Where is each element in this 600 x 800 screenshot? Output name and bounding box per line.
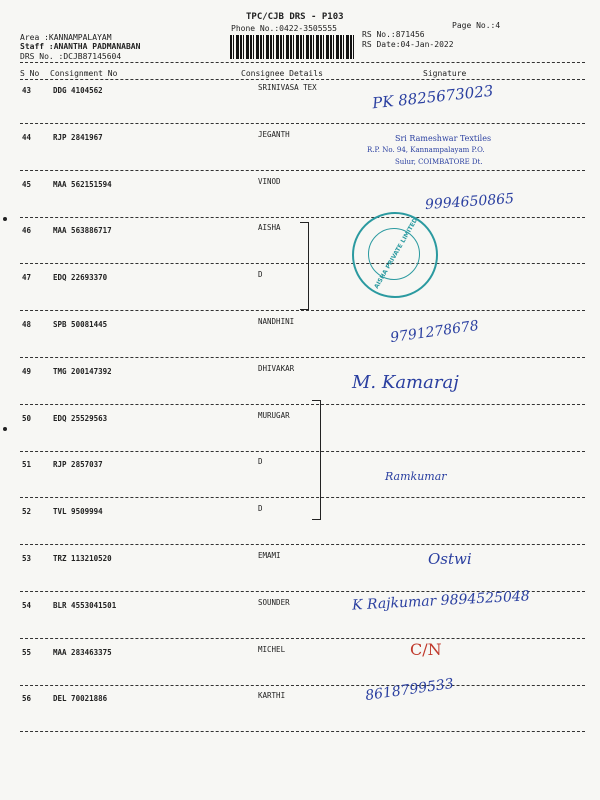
row-consignment-no: MAA 283463375 bbox=[53, 647, 112, 657]
header-divider bbox=[20, 62, 585, 63]
row-consignment-no: SPB 50081445 bbox=[53, 320, 108, 329]
signature-49: M. Kamaraj bbox=[352, 372, 459, 393]
row-consignee-name: SOUNDER bbox=[258, 597, 290, 607]
row-consignee-name: SRINIVASA TEX bbox=[258, 83, 317, 92]
signature-44-stamp-3: Sulur, COIMBATORE Dt. bbox=[395, 158, 483, 166]
stamp-text: AISHA PRIVATE LIMITED bbox=[373, 216, 420, 291]
row-sno: 44 bbox=[22, 132, 32, 142]
row-sno: 49 bbox=[22, 366, 32, 376]
barcode bbox=[230, 35, 356, 59]
row-sno: 43 bbox=[22, 86, 32, 95]
signature-54: K Rajkumar 9894525048 bbox=[351, 588, 531, 614]
signature-51: Ramkumar bbox=[385, 470, 447, 483]
group-bracket-46-47 bbox=[300, 222, 309, 310]
row-sno: 48 bbox=[22, 320, 32, 329]
row-divider bbox=[20, 170, 585, 171]
row-consignee-name: D bbox=[258, 457, 263, 467]
row-consignment-no: DDG 4104562 bbox=[53, 86, 103, 95]
signature-43: PK 8825673023 bbox=[371, 81, 495, 113]
row-sno: 45 bbox=[22, 179, 32, 189]
signature-44-stamp-1: Sri Rameshwar Textiles bbox=[395, 134, 492, 143]
rs-number: RS No.:871456 bbox=[362, 30, 425, 39]
row-consignment-no: MAA 562151594 bbox=[53, 179, 112, 189]
signature-48: 9791278678 bbox=[389, 317, 480, 347]
row-consignment-no: RJP 2857037 bbox=[53, 460, 103, 470]
row-divider bbox=[20, 217, 585, 218]
drs-title: TPC/CJB DRS - P103 bbox=[246, 12, 344, 22]
row-divider bbox=[20, 497, 585, 498]
row-divider bbox=[20, 123, 585, 124]
signature-56: 8618799533 bbox=[364, 675, 455, 705]
row-sno: 50 bbox=[22, 413, 32, 423]
row-consignee-name: MICHEL bbox=[258, 644, 286, 654]
row-consignee-name: KARTHI bbox=[258, 691, 286, 701]
staff-label: Staff :ANANTHA PADMANABAN bbox=[20, 42, 141, 51]
row-divider bbox=[20, 544, 585, 545]
col-consignee: Consignee Details bbox=[241, 69, 323, 78]
row-consignee-name: DHIVAKAR bbox=[258, 363, 295, 373]
row-divider bbox=[20, 731, 585, 732]
area-label: Area :KANNAMPALAYAM bbox=[20, 33, 112, 42]
row-divider bbox=[20, 310, 585, 311]
row-sno: 51 bbox=[22, 460, 32, 470]
row-divider bbox=[20, 638, 585, 639]
row-divider bbox=[20, 451, 585, 452]
row-consignee-name: D bbox=[258, 270, 263, 280]
signature-53: Ostwi bbox=[428, 550, 472, 568]
phone-number: Phone No.:0422-3505555 bbox=[231, 24, 337, 33]
col-sno: S No bbox=[20, 69, 40, 78]
row-sno: 52 bbox=[22, 507, 32, 517]
company-stamp bbox=[352, 212, 438, 298]
row-sno: 54 bbox=[22, 600, 32, 610]
row-consignment-no: TRZ 113210520 bbox=[53, 554, 112, 563]
row-sno: 53 bbox=[22, 554, 32, 563]
signature-45: 9994650865 bbox=[424, 190, 515, 214]
punch-hole bbox=[3, 427, 7, 431]
page-number: Page No.:4 bbox=[452, 21, 501, 30]
row-consignee-name: D bbox=[258, 504, 263, 514]
row-sno: 47 bbox=[22, 273, 32, 283]
row-sno: 56 bbox=[22, 694, 32, 704]
row-consignee-name: MURUGAR bbox=[258, 410, 290, 420]
row-divider bbox=[20, 357, 585, 358]
row-consignment-no: BLR 4553041501 bbox=[53, 600, 117, 610]
row-consignee-name: JEGANTH bbox=[258, 129, 290, 139]
column-divider bbox=[20, 79, 585, 80]
row-consignment-no: EDQ 22693370 bbox=[53, 273, 108, 283]
col-consignment: Consignment No bbox=[50, 69, 118, 78]
row-consignee-name: EMAMI bbox=[258, 551, 281, 560]
col-signature: Signature bbox=[423, 69, 467, 78]
row-consignee-name: NANDHINI bbox=[258, 317, 295, 326]
group-bracket-50-52 bbox=[312, 400, 321, 520]
row-consignee-name: AISHA bbox=[258, 223, 281, 233]
row-sno: 55 bbox=[22, 647, 32, 657]
row-consignment-no: DEL 70021886 bbox=[53, 694, 108, 704]
punch-hole bbox=[3, 217, 7, 221]
row-consignee-name: VINOD bbox=[258, 176, 281, 186]
drs-number: DRS No. :DCJB87145604 bbox=[20, 52, 122, 61]
row-divider bbox=[20, 404, 585, 405]
signature-44-stamp-2: R.P. No. 94, Kannampalayam P.O. bbox=[367, 146, 485, 154]
row-consignment-no: MAA 563886717 bbox=[53, 226, 112, 236]
row-sno: 46 bbox=[22, 226, 32, 236]
row-consignment-no: EDQ 25529563 bbox=[53, 413, 108, 423]
row-divider bbox=[20, 685, 585, 686]
row-consignment-no: TMG 200147392 bbox=[53, 366, 112, 376]
signature-55: C/N bbox=[410, 640, 442, 659]
row-consignment-no: TVL 9509994 bbox=[53, 507, 103, 517]
rs-date: RS Date:04-Jan-2022 bbox=[362, 40, 454, 49]
row-consignment-no: RJP 2841967 bbox=[53, 132, 103, 142]
